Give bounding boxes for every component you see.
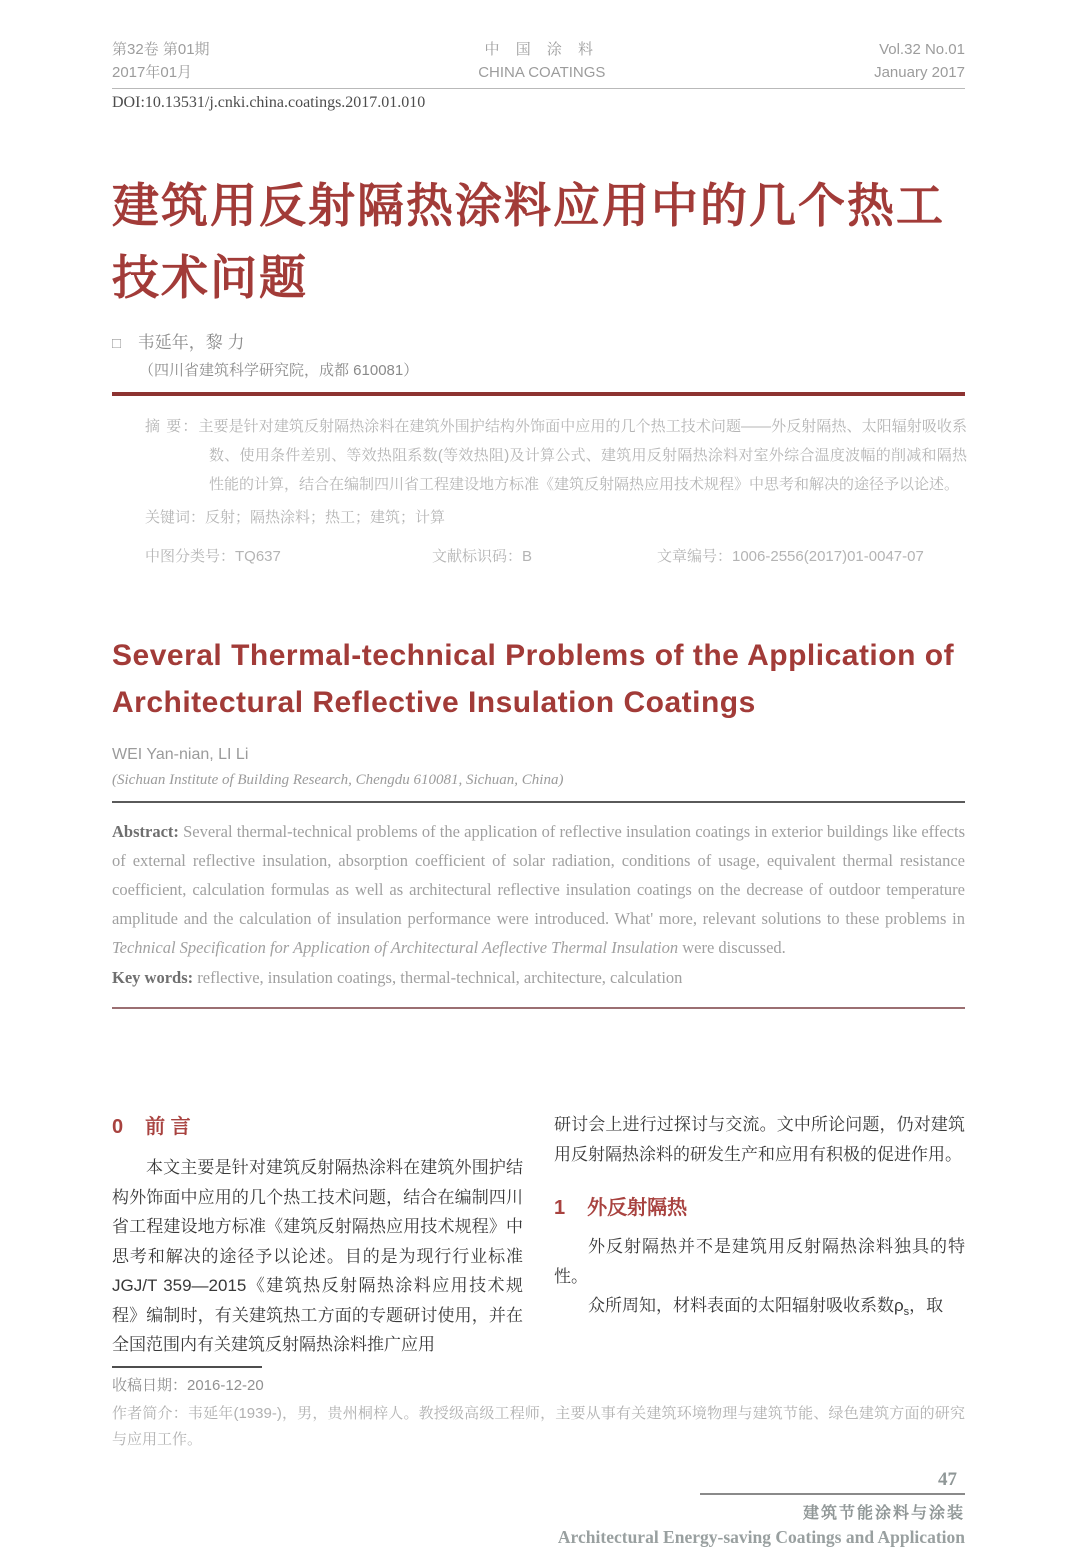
article-title-cn	[112, 170, 965, 314]
affiliation-cn: （四川省建筑科学研究院，成都 610081）	[139, 362, 419, 379]
body-right-column	[554, 1110, 965, 1398]
abstract-en-text2: were discussed.	[678, 938, 786, 957]
abstract-cn-text: 主要是针对建筑反射隔热涂料在建筑外围护结构外饰面中应用的几个热工技术问题——外反射隔热、太阳辐射吸收系数、使用条件差别、等效热阻系数(等效热阻)及计算公式、建筑用反射隔热涂料对室外综合温度波幅的削减和隔热性能的计算，结合在编制四川省工程建设地方标准《建筑反射隔热应用技术规程》中思考和解决的途径予以论述。	[198, 418, 967, 493]
footer-section-en: Architectural Energy-saving Coatings and Application	[557, 1526, 965, 1547]
title-divider-rule	[112, 392, 965, 396]
received-date: 收稿日期：2016-12-20	[112, 1376, 264, 1394]
page-number: 47	[938, 1468, 957, 1490]
section-0-paragraph-continued: 研讨会上进行过探讨与交流。文中所论问题，仍对建筑用反射隔热涂料的研发生产和应用有积极的促进作用。	[554, 1115, 965, 1164]
authors-en: WEI Yan-nian, LI Li	[112, 746, 249, 763]
section-1-paragraph-2	[554, 1291, 965, 1328]
header-date-en: January 2017	[874, 64, 965, 81]
body-left-column	[112, 1110, 523, 1398]
section-0-number: 0	[112, 1116, 124, 1138]
author-bio: 作者简介：韦延年(1939-)，男，贵州桐梓人。教授级高级工程师，主要从事有关建筑环境物理与建筑节能、绿色建筑方面的研究与应用工作。	[112, 1404, 965, 1448]
section-1-paragraph-1: 外反射隔热并不是建筑用反射隔热涂料独具的特性。	[554, 1237, 965, 1286]
square-bullet-icon: □	[112, 335, 122, 352]
section-1-title: 外反射隔热	[587, 1197, 688, 1219]
journal-name-en: CHINA COATINGS	[478, 64, 606, 81]
abstract-cn	[145, 412, 967, 499]
section-1-number: 1	[554, 1197, 566, 1219]
article-title-cn-line1: 建筑用反射隔热涂料应用中的几个热工	[112, 179, 945, 232]
header-vol-no: Vol.32 No.01	[879, 41, 965, 58]
rho-subscript: s	[903, 1306, 910, 1318]
section-1-paragraph-2-text: 众所周知，材料表面的太阳辐射吸收系数ρ	[588, 1296, 904, 1315]
keywords-cn: 关键词：反射；隔热涂料；热工；建筑；计算	[145, 509, 446, 526]
footnote-block	[112, 1366, 523, 1398]
abstract-en	[112, 817, 965, 962]
authors-cn	[112, 328, 965, 353]
section-0-title: 前 言	[145, 1116, 191, 1138]
abstract-en-label: Abstract:	[112, 822, 179, 841]
affiliation-en: (Sichuan Institute of Building Research, Chengdu 610081, Sichuan, China)	[112, 772, 564, 788]
article-title-en-line1: Several Thermal-technical Problems of the Application of	[112, 639, 955, 672]
doi-line: DOI:10.13531/j.cnki.china.coatings.2017.01.010	[112, 94, 426, 111]
section-0-paragraph: 本文主要是针对建筑反射隔热涂料在建筑外围护结构外饰面中应用的几个热工技术问题，结合在编制四川省工程建设地方标准《建筑反射隔热应用技术规程》中思考和解决的途径予以论述。目的是为现行行业标准JGJ/T 359—2015《建筑热反射隔热涂料应用技术规程》编制时，有关建筑热工方面的专题研讨使用，并在全国范围内有关建筑反射隔热涂料推广应用	[112, 1158, 523, 1354]
article-title-en-line2: Architectural Reflective Insulation Coatings	[112, 686, 756, 719]
article-title-cn-line2: 技术问题	[112, 251, 308, 304]
abstract-cn-label: 摘 要：	[145, 418, 199, 435]
abstract-en-text1: Several thermal-technical problems of the application of reflective insulation coatings in exterior buildings like effects of external reflective insulation, absorption coefficient of solar radiation, conditions of usage, equivalent thermal resistance coefficient, calculation formulas as well as architectural reflective insulation coatings on the decrease of outdoor temperature amplitude and the calculation of insulation performance were introduced. What' more, relevant solutions to these problems in	[112, 822, 965, 928]
header-date-cn: 2017年01月	[112, 64, 193, 81]
footer-section-cn: 建筑节能涂料与涂装	[802, 1504, 965, 1522]
classification-row	[145, 545, 965, 566]
clc-number: 中图分类号：TQ637	[145, 548, 281, 565]
document-code: 文献标识码：B	[432, 548, 533, 565]
abstract-divider-rule	[112, 1007, 965, 1009]
section-0-heading	[112, 1110, 523, 1139]
author-names-cn: 韦延年，黎 力	[137, 333, 245, 352]
keywords-en-text: reflective, insulation coatings, thermal-technical, architecture, calculation	[193, 968, 683, 987]
article-id: 文章编号：1006-2556(2017)01-0047-07	[657, 548, 924, 565]
journal-header	[112, 38, 965, 89]
header-volume-issue	[112, 38, 210, 84]
english-title-divider-rule	[112, 801, 965, 803]
footer-rule	[700, 1493, 965, 1495]
header-journal-name	[478, 38, 605, 84]
abstract-en-spec-title: Technical Specification for Application of Architectural Aeflective Thermal Insulation	[112, 938, 679, 957]
section-1-heading	[554, 1191, 965, 1220]
header-volume-cn: 第32卷 第01期	[112, 41, 210, 58]
section-1-paragraph-2-tail: ，取	[909, 1296, 944, 1315]
keywords-en-label: Key words:	[112, 968, 194, 987]
page-footer	[112, 1469, 965, 1548]
journal-name-cn: 中 国 涂 料	[484, 41, 600, 58]
keywords-en	[112, 963, 965, 992]
article-body	[112, 1110, 965, 1398]
article-title-en	[112, 632, 965, 726]
footnote-rule	[112, 1366, 262, 1368]
header-volume-en	[874, 38, 965, 84]
